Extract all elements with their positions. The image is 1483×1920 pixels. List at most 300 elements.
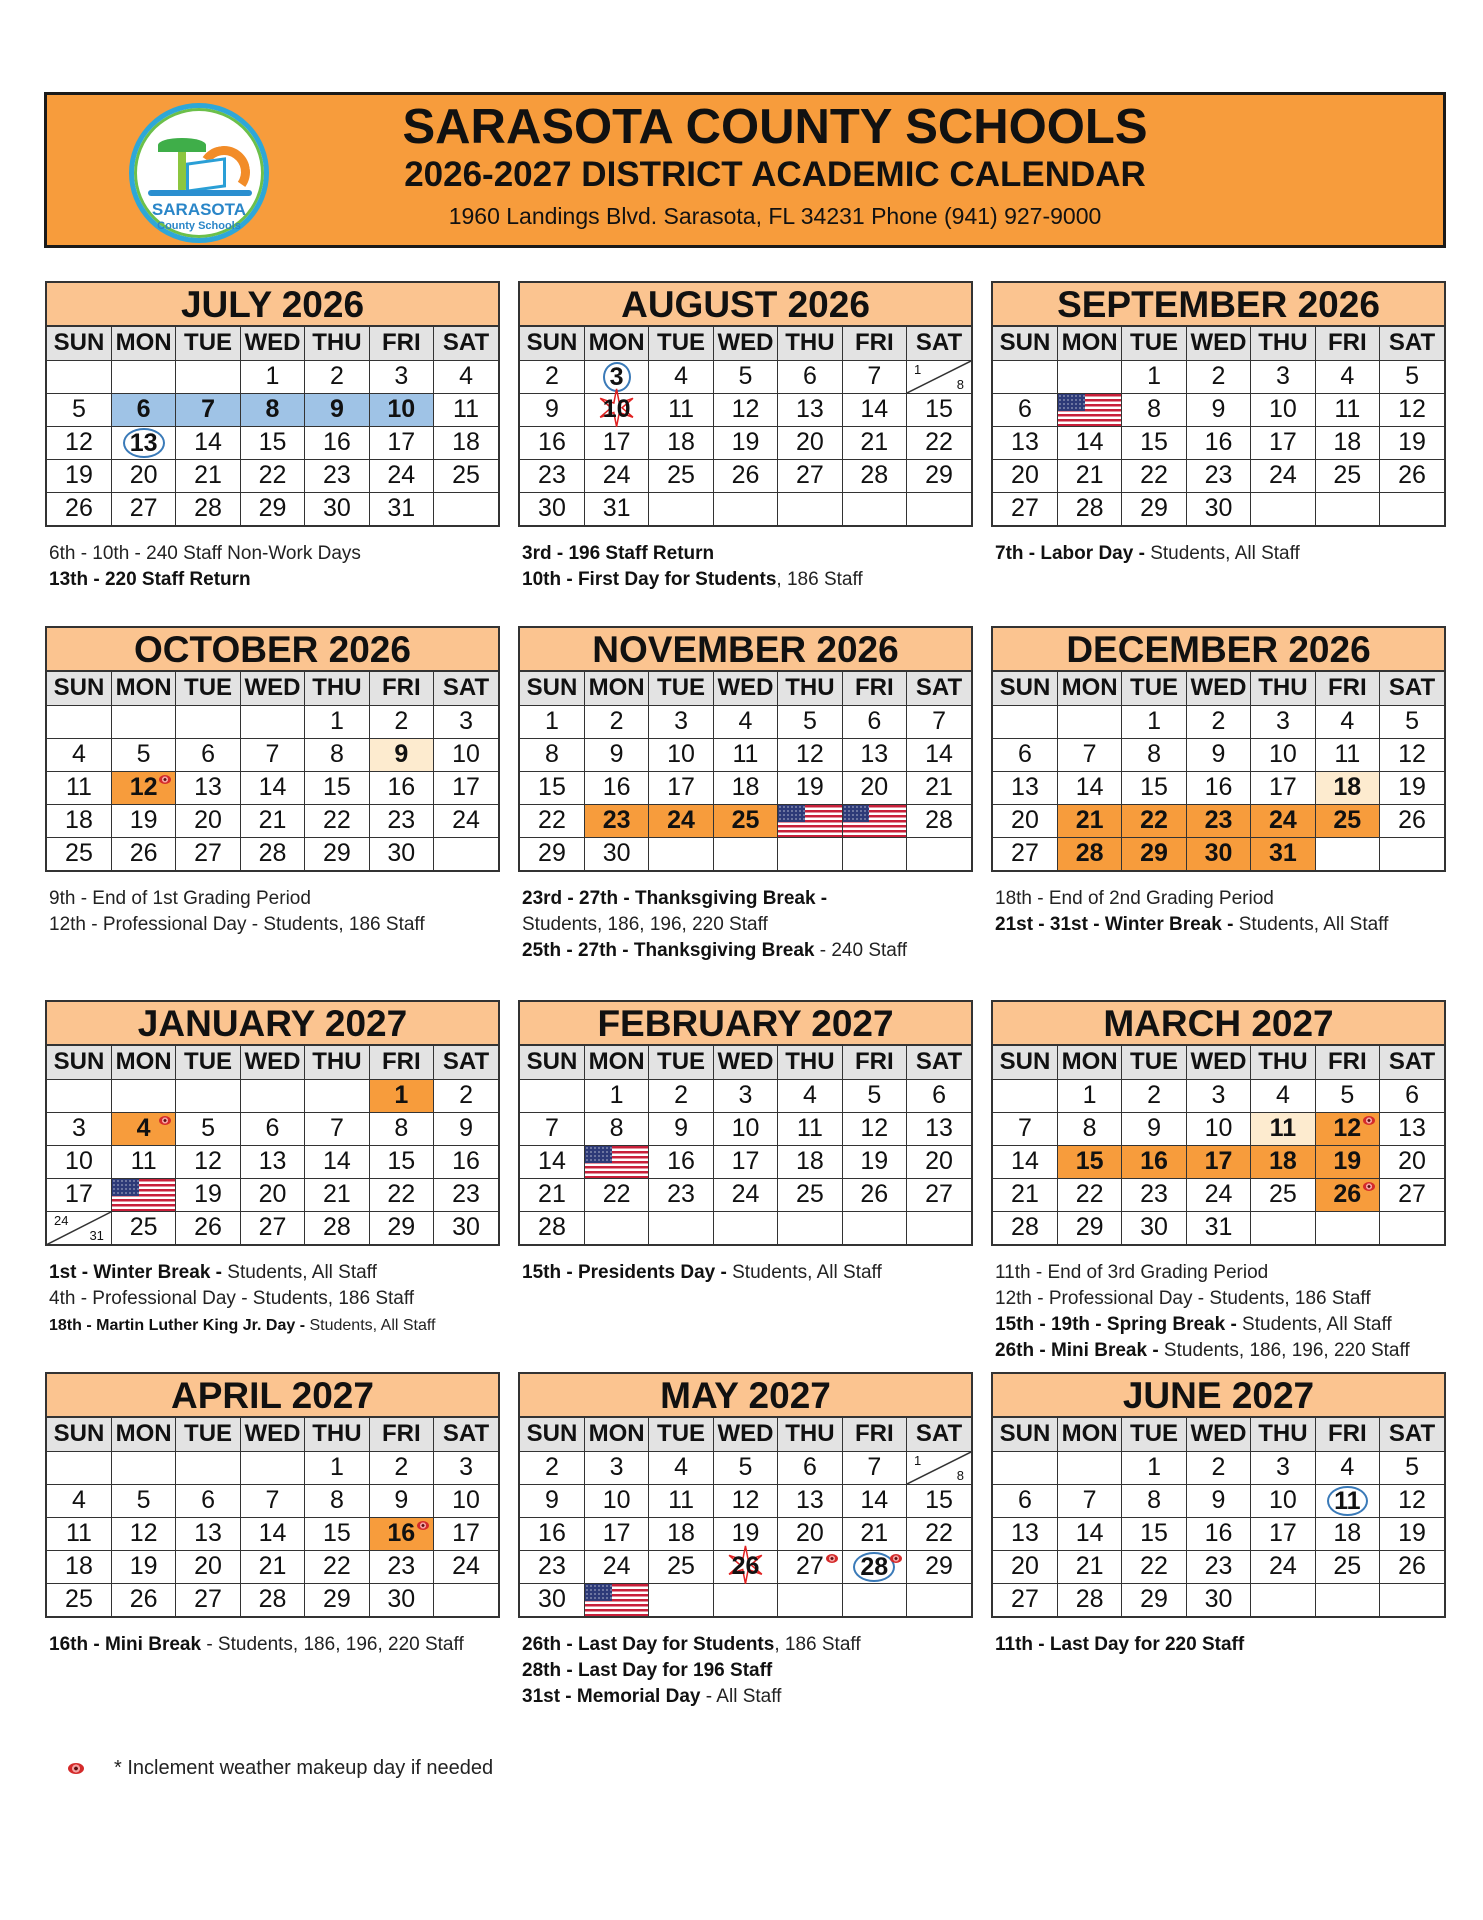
week-row (47, 1211, 498, 1244)
day-number: 29 (322, 1585, 351, 1614)
weekday-header: SUN (520, 672, 584, 705)
day-cell (1251, 1145, 1315, 1178)
day-number: 9 (394, 1486, 409, 1514)
day-cell (1315, 393, 1379, 426)
day-cell (778, 1550, 842, 1583)
note-event: 7th - Labor Day - (995, 543, 1151, 564)
day-number: 14 (322, 1147, 351, 1175)
weekday-header: THU (1251, 1418, 1315, 1451)
day-cell (176, 1550, 240, 1583)
day-number: 12 (731, 395, 760, 423)
empty-day-cell (47, 360, 111, 393)
weekday-header: WED (240, 1046, 304, 1079)
day-number: 28 (258, 1585, 287, 1614)
day-cell (1380, 738, 1444, 771)
note-event: 15th - Presidents Day - (522, 1262, 733, 1283)
day-cell (434, 738, 498, 771)
day-number: 17 (731, 1147, 760, 1175)
day-cell (176, 459, 240, 492)
note-line (522, 912, 992, 938)
note-event: 10th - First Day for Students (522, 569, 777, 590)
day-number: 27 (1011, 1585, 1039, 1614)
day-cell (240, 459, 304, 492)
weekday-header: SUN (993, 1418, 1057, 1451)
day-number: 12 (1398, 395, 1426, 423)
day-number: 13 (258, 1147, 287, 1175)
day-number: 27 (1011, 839, 1039, 868)
day-number: 26 (1398, 806, 1426, 834)
day-number: 28 (1075, 839, 1104, 868)
day-cell (520, 771, 584, 804)
day-cell (1057, 1583, 1121, 1616)
day-number: 7 (545, 1114, 559, 1142)
day-number: 13 (860, 740, 889, 768)
day-number: 9 (394, 740, 409, 768)
weekday-header: MON (1057, 1418, 1121, 1451)
day-number: 10 (65, 1147, 93, 1175)
day-cell (1315, 705, 1379, 738)
day-number: 16 (667, 1147, 695, 1175)
day-cell (1251, 1517, 1315, 1550)
day-number: 9 (674, 1114, 688, 1142)
empty-day-cell (1380, 837, 1444, 870)
day-number: 24 (1268, 461, 1297, 489)
day-cell (584, 705, 648, 738)
day-cell (111, 1112, 175, 1145)
day-number: 14 (1075, 773, 1104, 801)
note-line (522, 886, 992, 912)
weekday-header: THU (1251, 1046, 1315, 1079)
day-number: 25 (1333, 806, 1362, 834)
empty-day-cell (240, 1451, 304, 1484)
hurricane-icon (1363, 1182, 1375, 1191)
day-cell (907, 738, 971, 771)
day-number: 15 (1140, 428, 1168, 456)
note-event: 11th - Last Day for 220 Staff (995, 1634, 1245, 1655)
weekday-header: SUN (520, 1418, 584, 1451)
day-cell (993, 1484, 1057, 1517)
empty-day-cell (434, 492, 498, 525)
note-event: 23rd - 27th - Thanksgiving Break - (522, 888, 828, 909)
weekday-header: THU (778, 327, 842, 360)
day-cell (993, 1145, 1057, 1178)
day-cell (1122, 1211, 1186, 1244)
day-number: 8 (1147, 1486, 1161, 1514)
hurricane-icon (159, 1116, 171, 1125)
day-cell (111, 1484, 175, 1517)
empty-day-cell (111, 705, 175, 738)
day-number: 15 (1075, 1147, 1104, 1175)
day-number: 19 (194, 1180, 222, 1208)
note-detail: Students, All Staff (227, 1262, 377, 1283)
day-cell (434, 1079, 498, 1112)
day-number: 13 (1011, 428, 1039, 456)
day-cell (1315, 1484, 1379, 1517)
day-cell (369, 393, 433, 426)
day-number: 16 (1204, 1519, 1233, 1547)
day-cell (369, 459, 433, 492)
weekday-header: MON (111, 672, 175, 705)
note-line (995, 1632, 1465, 1658)
day-cell (993, 1178, 1057, 1211)
day-cell (1186, 705, 1250, 738)
day-number: 2 (609, 707, 624, 735)
day-cell (1057, 1484, 1121, 1517)
month-table (520, 672, 971, 870)
day-number: 26 (860, 1180, 889, 1208)
day-cell (176, 837, 240, 870)
week-row (47, 393, 498, 426)
day-number: 30 (1204, 839, 1233, 868)
note-line (49, 1260, 519, 1286)
day-number: 28 (194, 494, 222, 523)
month-notes (995, 541, 1465, 567)
week-row (47, 459, 498, 492)
day-number: 19 (129, 806, 158, 834)
day-cell (1186, 426, 1250, 459)
day-cell (369, 1484, 433, 1517)
week-row (993, 1211, 1444, 1244)
day-number: 15 (322, 1519, 351, 1547)
empty-day-cell (1057, 1451, 1121, 1484)
note-line (995, 912, 1465, 938)
day-number: 28 (853, 1552, 895, 1582)
month-calendar (991, 1372, 1446, 1618)
day-cell (240, 393, 304, 426)
day-number: 7 (201, 395, 215, 423)
day-number: 9 (459, 1114, 473, 1142)
day-number: 1 (1147, 1453, 1161, 1481)
day-cell (1380, 393, 1444, 426)
day-cell (305, 804, 369, 837)
weekday-header: TUE (1122, 672, 1186, 705)
empty-day-cell (649, 1583, 713, 1616)
note-detail: 4th - Professional Day - Students, 186 Staff (49, 1288, 415, 1309)
weekday-header: FRI (842, 327, 906, 360)
day-number: 15 (925, 395, 953, 423)
day-number: 18 (452, 428, 480, 456)
week-row (520, 1112, 971, 1145)
day-number: 9 (1147, 1114, 1161, 1142)
note-event: 16th - Mini Break (49, 1634, 202, 1655)
note-detail: Students, All Staff (1238, 914, 1389, 935)
day-number: 8 (329, 1486, 344, 1514)
note-line (49, 1632, 519, 1658)
day-number: 13 (1398, 1114, 1426, 1142)
us-flag-icon (843, 805, 906, 837)
empty-day-cell (842, 1211, 906, 1244)
day-number: 19 (1398, 1519, 1426, 1547)
weekday-header: MON (1057, 1046, 1121, 1079)
day-cell (993, 1517, 1057, 1550)
month-notes (522, 1260, 992, 1286)
empty-day-cell (176, 1451, 240, 1484)
day-cell (584, 492, 648, 525)
day-cell (713, 705, 777, 738)
week-row (993, 837, 1444, 870)
empty-day-cell (907, 837, 971, 870)
note-detail: Students, All Staff (1242, 1314, 1392, 1335)
week-row (47, 837, 498, 870)
day-number: 6 (265, 1114, 280, 1142)
weekday-header: MON (584, 1046, 648, 1079)
day-cell (842, 360, 906, 393)
day-cell (1251, 1112, 1315, 1145)
day-number: 12 (731, 1486, 760, 1514)
empty-day-cell (713, 1211, 777, 1244)
empty-day-cell (111, 360, 175, 393)
day-number: 10 (1204, 1114, 1233, 1142)
weekday-header: SAT (907, 1046, 971, 1079)
month-notes (522, 1632, 992, 1710)
week-row (520, 705, 971, 738)
day-cell (111, 492, 175, 525)
day-cell (111, 459, 175, 492)
day-cell (1251, 1178, 1315, 1211)
note-event: 3rd - 196 Staff Return (522, 543, 715, 564)
day-number: 11 (796, 1114, 823, 1142)
day-cell (369, 360, 433, 393)
day-cell (649, 771, 713, 804)
month-calendar (518, 1000, 973, 1246)
note-line (49, 541, 519, 567)
day-number: 15 (387, 1147, 416, 1175)
day-number: 17 (1204, 1147, 1233, 1175)
day-cell (47, 459, 111, 492)
empty-day-cell (993, 1079, 1057, 1112)
day-number: 11 (1327, 1486, 1367, 1516)
note-detail: Students, All Staff (1150, 543, 1300, 564)
note-event: 26th - Last Day for Students (522, 1634, 775, 1655)
note-line (995, 1312, 1465, 1338)
day-cell (1122, 1451, 1186, 1484)
month-notes (995, 886, 1465, 938)
day-cell (1186, 1178, 1250, 1211)
day-number: 6 (201, 1486, 215, 1514)
day-number: 6 (201, 740, 215, 768)
empty-day-cell (713, 492, 777, 525)
note-line (49, 1312, 519, 1339)
day-number: 6 (1018, 740, 1032, 768)
day-cell (369, 705, 433, 738)
day-cell (1380, 804, 1444, 837)
week-row (47, 1550, 498, 1583)
empty-day-cell (778, 837, 842, 870)
day-number: 1 (1147, 362, 1161, 390)
day-cell (584, 1178, 648, 1211)
day-number: 14 (538, 1147, 566, 1175)
weekday-header: WED (240, 327, 304, 360)
day-cell (520, 1451, 584, 1484)
day-cell (369, 1451, 433, 1484)
day-number: 18 (1333, 1519, 1362, 1547)
day-cell (649, 360, 713, 393)
day-number: 11 (65, 1519, 92, 1547)
weekday-header: WED (713, 327, 777, 360)
day-number: 16 (452, 1147, 480, 1175)
day-number: 12 (860, 1114, 889, 1142)
day-cell (778, 1451, 842, 1484)
day-cell (176, 1112, 240, 1145)
day-cell (47, 1550, 111, 1583)
day-cell (47, 738, 111, 771)
day-cell (520, 393, 584, 426)
day-number: 25 (1268, 1180, 1297, 1208)
empty-day-cell (434, 1583, 498, 1616)
week-row (993, 1451, 1444, 1484)
week-row (993, 771, 1444, 804)
day-number: 10 (452, 1486, 480, 1514)
day-number: 13 (795, 395, 824, 423)
day-cell (111, 1145, 175, 1178)
day-cell (1251, 360, 1315, 393)
day-cell (1122, 1550, 1186, 1583)
day-number: 14 (860, 1486, 889, 1514)
day-cell (369, 492, 433, 525)
day-cell (1122, 393, 1186, 426)
day-number: 14 (860, 395, 889, 423)
day-cell (305, 705, 369, 738)
day-cell (434, 705, 498, 738)
day-cell (842, 738, 906, 771)
day-cell (369, 1178, 433, 1211)
day-number: 13 (1011, 773, 1039, 801)
day-number: 24 (1268, 806, 1297, 834)
week-row (993, 426, 1444, 459)
day-cell (584, 1112, 648, 1145)
day-cell (176, 1517, 240, 1550)
day-number: 5 (72, 395, 86, 423)
day-cell (240, 426, 304, 459)
day-number: 21 (538, 1180, 566, 1208)
day-cell (305, 459, 369, 492)
day-number: 15 (925, 1486, 953, 1514)
empty-day-cell (1057, 705, 1121, 738)
note-event: 26th - Mini Break - (995, 1340, 1164, 1361)
day-number: 12 (1398, 740, 1426, 768)
day-number: 13 (925, 1114, 953, 1142)
day-number: 7 (867, 1453, 882, 1481)
day-cell (1057, 771, 1121, 804)
split-day-first: 24 (54, 1212, 69, 1228)
day-cell (240, 804, 304, 837)
logo-text-line2: County Schools (157, 220, 241, 232)
day-cell (584, 459, 648, 492)
day-cell (369, 1079, 433, 1112)
weekday-header: TUE (176, 327, 240, 360)
day-cell (47, 426, 111, 459)
day-cell (1251, 1484, 1315, 1517)
day-cell (713, 360, 777, 393)
day-number: 17 (667, 773, 695, 801)
day-cell (1186, 360, 1250, 393)
week-row (47, 771, 498, 804)
day-number: 19 (1398, 428, 1426, 456)
day-number: 14 (925, 740, 953, 768)
day-number: 30 (387, 839, 416, 868)
month-title: JULY 2026 (47, 283, 498, 327)
day-cell (1251, 804, 1315, 837)
weekday-header: SAT (907, 1418, 971, 1451)
day-number: 5 (867, 1081, 882, 1109)
day-number: 30 (387, 1585, 416, 1614)
day-cell (434, 360, 498, 393)
weekday-header: SAT (1380, 1418, 1444, 1451)
day-cell (47, 1517, 111, 1550)
day-number: 14 (1075, 428, 1104, 456)
month-table (993, 327, 1444, 525)
day-number: 6 (932, 1081, 946, 1109)
day-number: 30 (322, 494, 351, 523)
month-calendar (518, 281, 973, 527)
day-cell (1315, 1178, 1379, 1211)
day-cell (520, 804, 584, 837)
day-cell (369, 804, 433, 837)
day-cell (520, 1517, 584, 1550)
week-row (993, 705, 1444, 738)
day-cell (1057, 426, 1121, 459)
month-calendar (518, 626, 973, 872)
day-number: 3 (674, 707, 688, 735)
us-flag-icon (1058, 394, 1121, 426)
day-cell (1057, 1178, 1121, 1211)
weekday-header: TUE (649, 672, 713, 705)
day-cell (778, 1079, 842, 1112)
day-cell (47, 492, 111, 525)
day-cell (713, 1178, 777, 1211)
weekday-header: WED (1186, 327, 1250, 360)
day-cell (1122, 738, 1186, 771)
day-cell (1315, 1451, 1379, 1484)
day-cell (584, 1484, 648, 1517)
day-cell (47, 804, 111, 837)
day-cell (520, 1178, 584, 1211)
day-cell (713, 426, 777, 459)
note-line (522, 1632, 992, 1658)
day-number: 23 (667, 1180, 695, 1208)
weekday-header: SAT (1380, 1046, 1444, 1079)
day-number: 19 (731, 428, 760, 456)
weekday-header: SAT (907, 327, 971, 360)
note-event: 18th - Martin Luther King Jr. Day - (49, 1317, 310, 1334)
day-cell (1315, 1112, 1379, 1145)
day-cell (369, 1583, 433, 1616)
day-cell (520, 837, 584, 870)
day-number: 10 (667, 740, 695, 768)
month-title: FEBRUARY 2027 (520, 1002, 971, 1046)
day-cell (842, 705, 906, 738)
day-number: 15 (1140, 1519, 1168, 1547)
day-number: 19 (65, 461, 93, 489)
day-number: 23 (387, 806, 416, 834)
day-cell (584, 1451, 648, 1484)
day-number: 21 (322, 1180, 351, 1208)
day-number: 22 (925, 1519, 953, 1547)
day-number: 5 (738, 1453, 753, 1481)
empty-day-cell (1315, 837, 1379, 870)
day-cell (240, 1211, 304, 1244)
day-cell (842, 1517, 906, 1550)
month-notes (49, 541, 519, 593)
day-cell (434, 393, 498, 426)
day-number: 2 (674, 1081, 688, 1109)
day-number: 23 (538, 461, 566, 489)
day-number: 25 (731, 806, 760, 834)
day-number: 3 (459, 1453, 473, 1481)
us-flag-icon (112, 1179, 175, 1211)
holiday-day-cell (111, 1178, 175, 1211)
week-row (47, 1583, 498, 1616)
